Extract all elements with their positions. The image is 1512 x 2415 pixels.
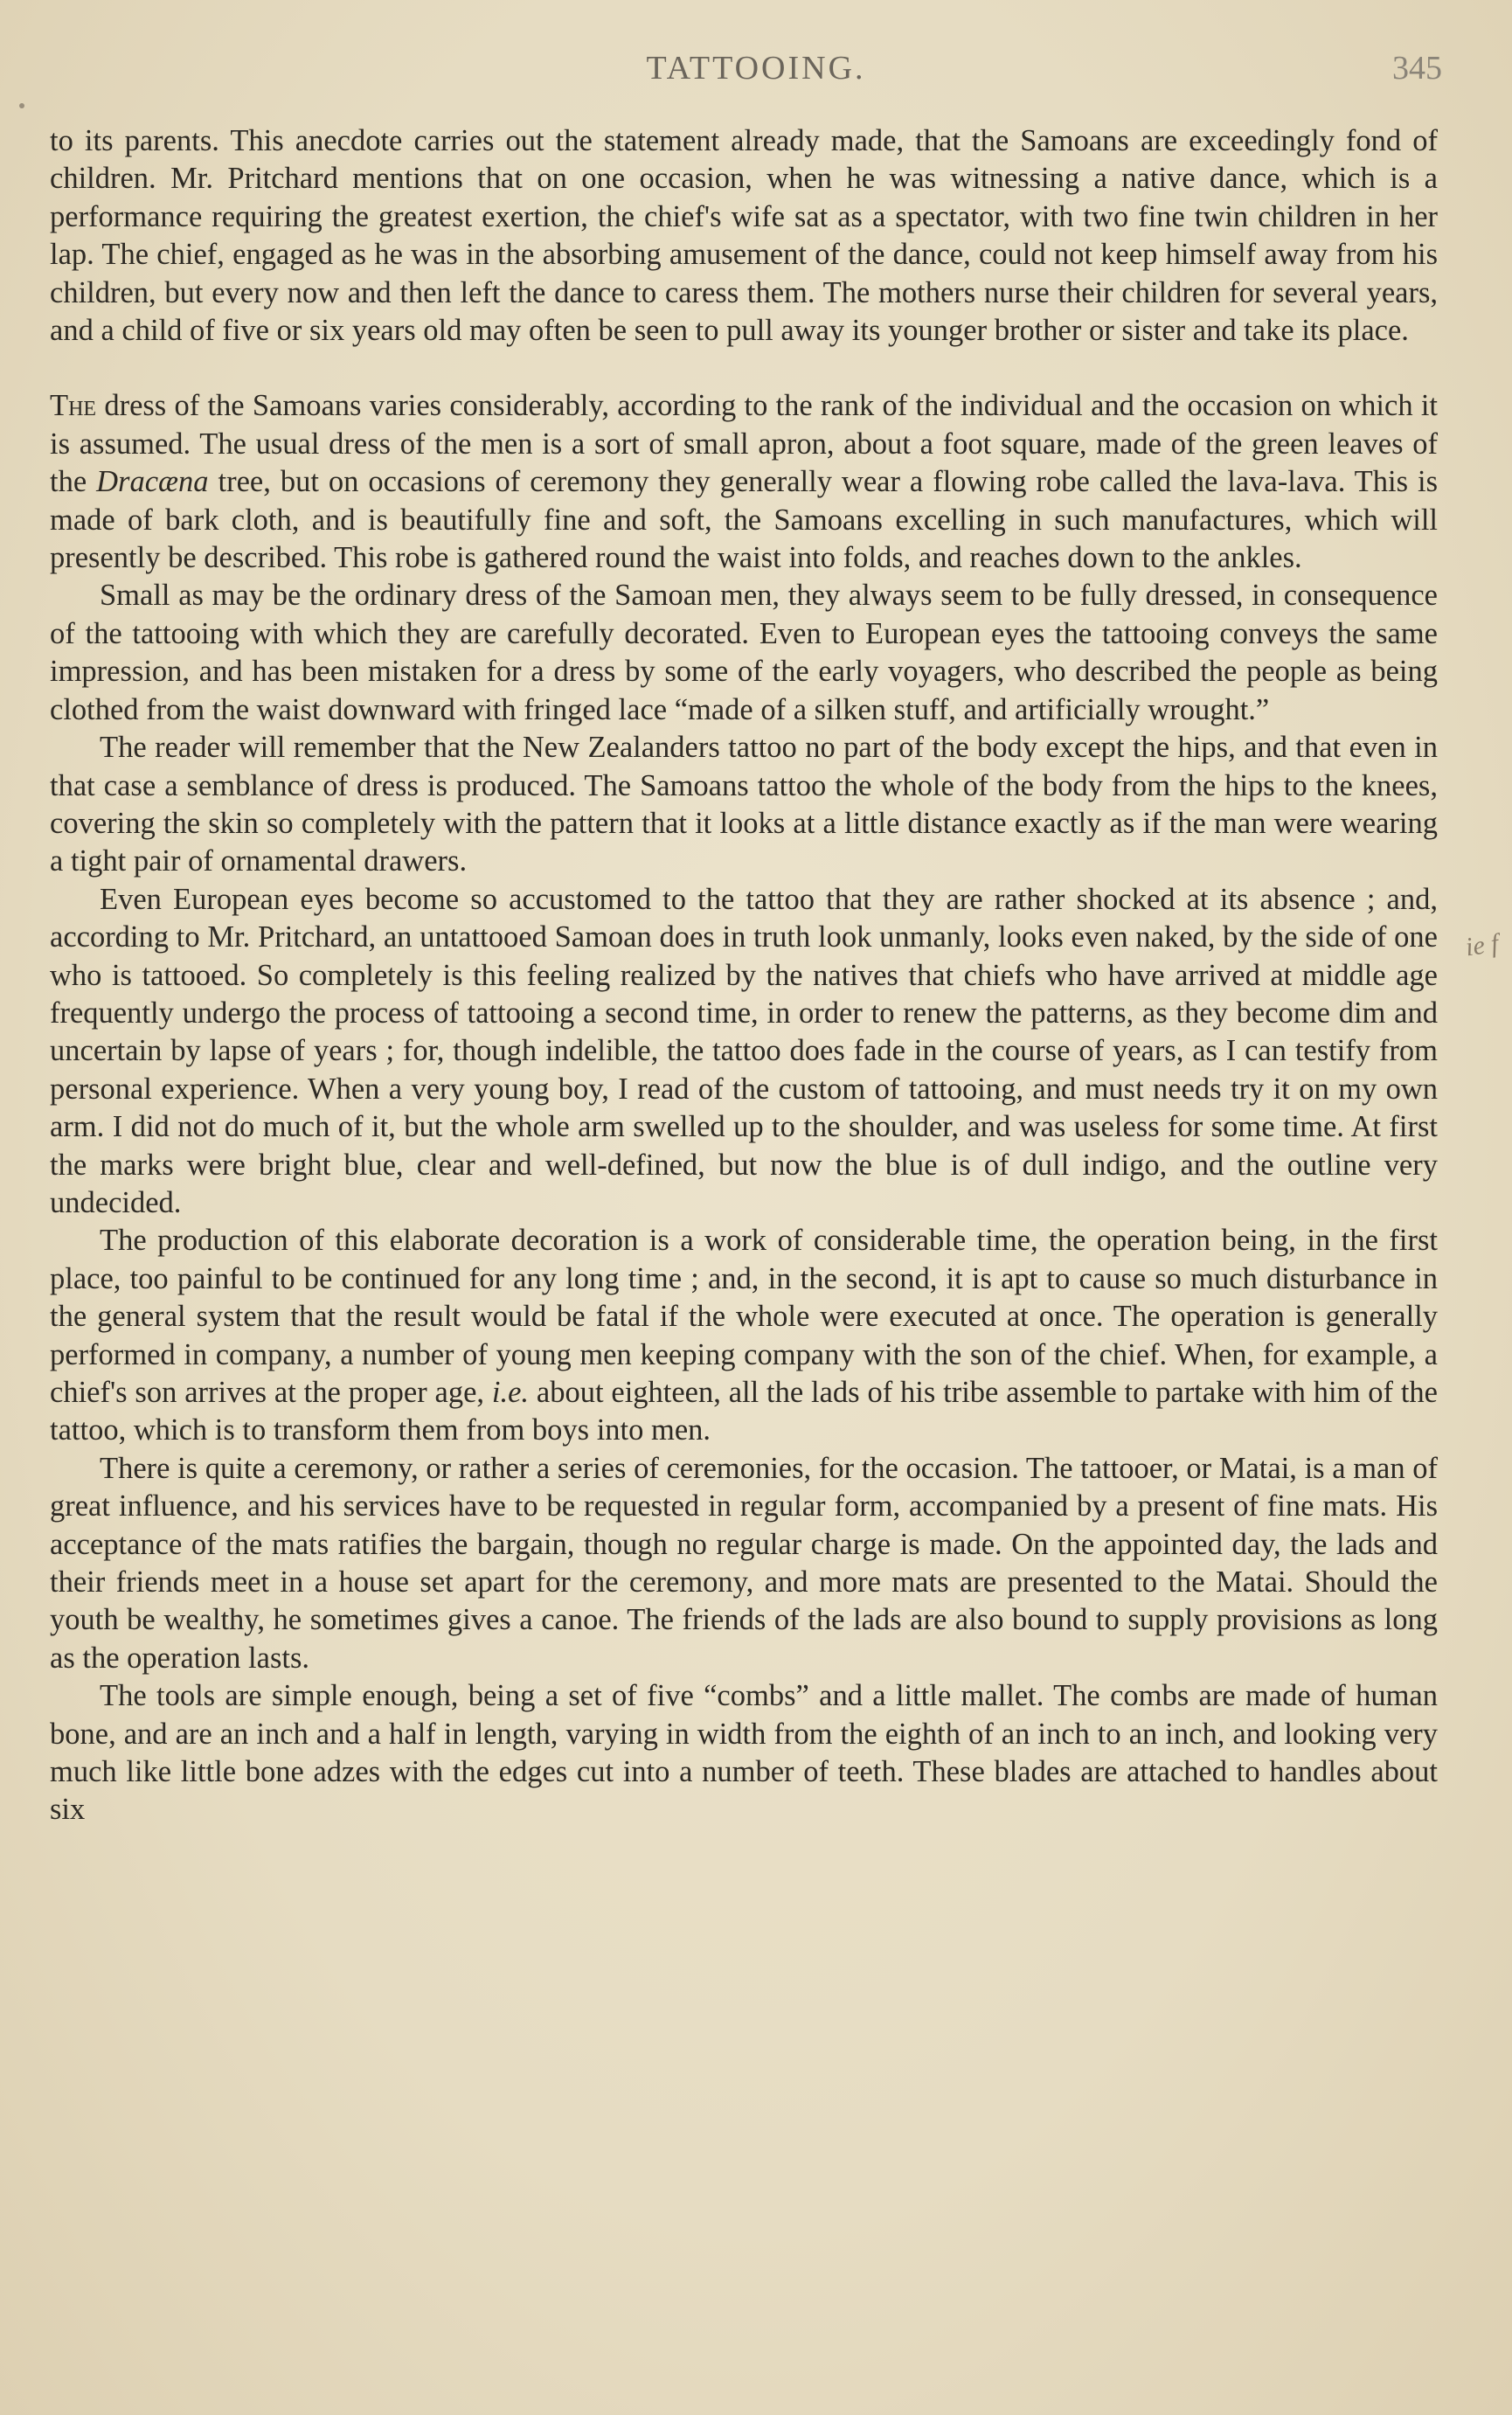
paragraph-text: Small as may be the ordinary dress of the Samoan men, they always seem to be fully dressed, in consequence of the tattooing with which they are carefully decorated. Even to European eyes the tattooing conveys the same impression, and has been mistaken for a dress by some of the early voyagers, who described the people as being clothed from the waist downward with fringed lace “made of a silken stuff, and artificially wrought.”: [50, 579, 1438, 726]
handwritten-margin-note: ie f: [1463, 928, 1501, 962]
paragraph-text-after: tree, but on occasions of ceremony they generally wear a flowing robe called the lava-lava. This is made of bark cloth, and is beautifully fine and soft, the Samoans excelling in such manufactures, which will presently be described. This robe is gathered round the waist into folds, and reaches down to the ankles.: [50, 465, 1439, 575]
paragraph-3: [50, 577, 1438, 729]
italic-term: Dracæna: [96, 465, 209, 499]
paragraph-2: [50, 387, 1438, 577]
paragraph-text: Even European eyes become so accustomed to the tattoo that they are rather shocked at its absence ; and, according to Mr. Pritchard, an untattooed Samoan does in truth look unmanly, looks even naked, by the side of one who is tattooed. So completely is this feeling realized by the natives that chiefs who have arrived at middle age frequently undergo the process of tattooing a second time, in order to renew the patterns, as they become dim and uncertain by lapse of years ; for, though indelible, the tattoo does fade in the course of years, as I can testify from personal experience. When a very young boy, I read of the custom of tattooing, and must needs try it on my own arm. I did not do much of it, but the whole arm swelled up to the shoulder, and was useless for some time. At first the marks were bright blue, clear and well-defined, but now the blue is of dull indigo, and the outline very undecided.: [50, 882, 1438, 1219]
paragraph-text: dress of the Samoans varies considerably, according to the rank of the individual and the occasion on which it is assumed. The usual dress of the men is a sort of small apron, about a foot square, made of the green leaves of the: [50, 389, 1438, 499]
page-number: 345: [1392, 50, 1442, 87]
paragraph-8: [50, 1677, 1438, 1829]
paragraph-text: to its parents. This anecdote carries out the statement already made, that the Samoans are exceedingly fond of children. Mr. Pritchard mentions that on one occasion, when he was witnessing a native dance, which is a performance requiring the greatest exertion, the chief's wife sat as a spectator, with two fine twin children in her lap. The chief, engaged as he was in the absorbing amusement of the dance, could not keep himself away from his children, but every now and then left the dance to caress them. The mothers nurse their children for several years, and a child of five or six years old may often be seen to pull away its younger brother or sister and take its place.: [50, 124, 1438, 348]
paragraph-text: There is quite a ceremony, or rather a series of ceremonies, for the occasion. The tattooer, or Matai, is a man of great influence, and his services have to be requested in regular form, accompanied by a present of fine mats. His acceptance of the mats ratifies the bargain, though no regular charge is made. On the appointed day, the lads and their friends meet in a house set apart for the ceremony, and more mats are presented to the Matai. Should the youth be wealthy, he sometimes gives a canoe. The friends of the lads are also bound to supply provisions as long as the operation lasts.: [50, 1451, 1438, 1675]
italic-term: i.e.: [491, 1376, 530, 1409]
running-head: [0, 42, 1512, 94]
paragraph-text-after: about eighteen, all the lads of his tribe assemble to partake with him of the tattoo, which is to transform them from boys into men.: [50, 1376, 1438, 1447]
paper-speck: [19, 103, 24, 108]
paragraph-7: [50, 1450, 1438, 1677]
paragraph-text: The reader will remember that the New Zealanders tattoo no part of the body except the hips, and that even in that case a semblance of dress is produced. The Samoans tattoo the whole of the body from the hips to the knees, covering the skin so completely with the pattern that it looks at a little distance exactly as if the man were wearing a tight pair of ornamental drawers.: [50, 731, 1438, 878]
paragraph-text: The production of this elaborate decoration is a work of considerable time, the operation being, in the first place, too painful to be continued for any long time ; and, in the second, it is apt to cause so much disturbance in the general system that the result would be fatal if the whole were executed at once. The operation is generally performed in company, a number of young men keeping company with the son of the chief. When, for example, a chief's son arrives at the proper age,: [50, 1224, 1438, 1409]
body-text: [50, 122, 1438, 1829]
running-title: TATTOOING.: [646, 50, 866, 87]
paragraph-5: [50, 881, 1438, 1223]
paragraph-1: [50, 122, 1438, 350]
section-lead-word: The: [50, 389, 97, 423]
paragraph-6: [50, 1222, 1438, 1449]
paragraph-text: The tools are simple enough, being a set of five “combs” and a little mallet. The combs are made of human bone, and are an inch and a half in length, varying in width from the eighth of an inch to an inch, and looking very much like little bone adzes with the edges cut into a number of teeth. These blades are attached to handles about six: [50, 1679, 1438, 1827]
paragraph-4: [50, 729, 1438, 881]
